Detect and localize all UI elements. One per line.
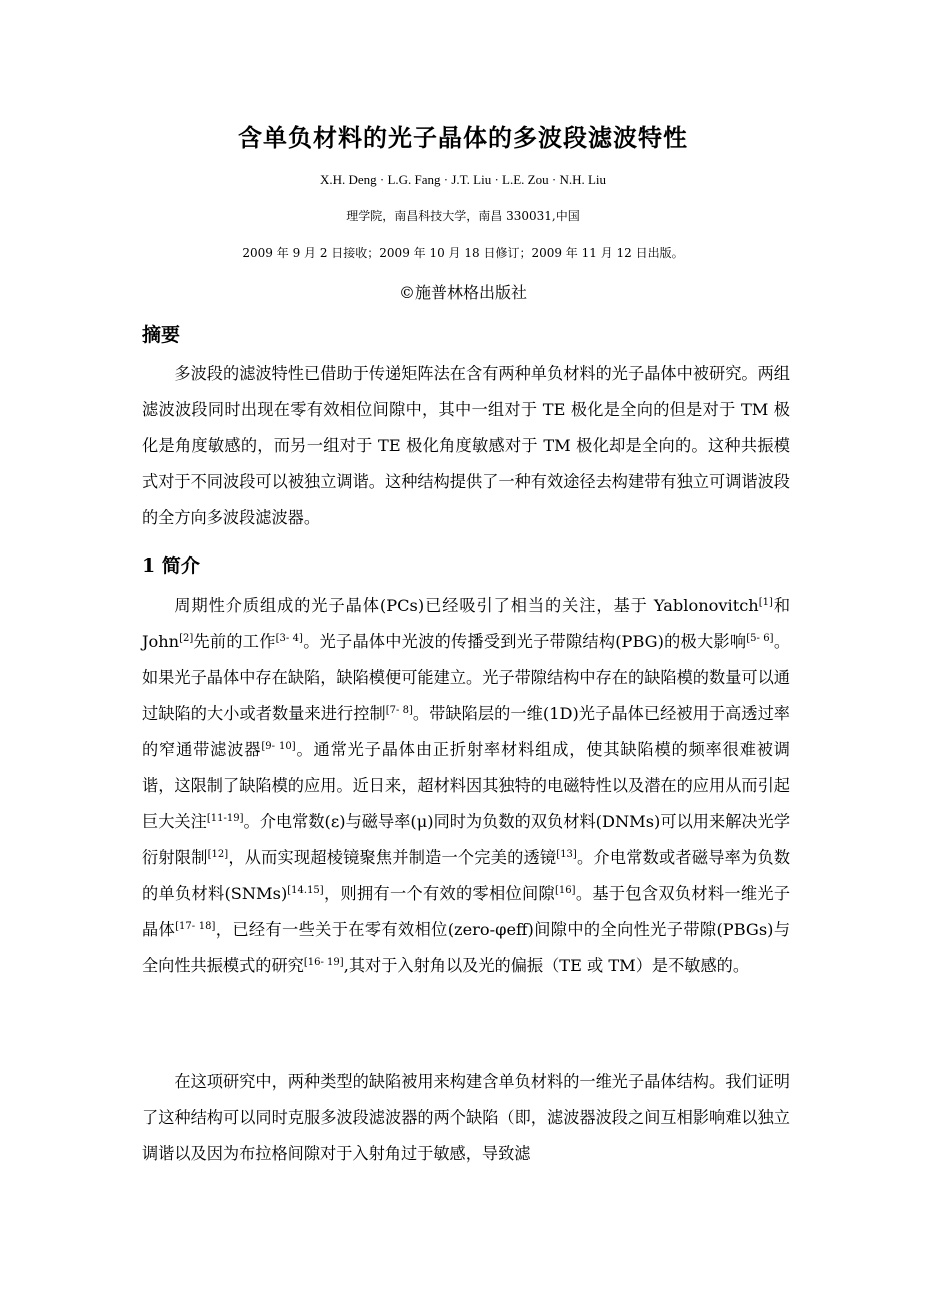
copyright-notice: ©施普林格出版社 <box>398 283 527 302</box>
text-run: 和 John <box>142 596 791 651</box>
citation-ref: [13] <box>556 849 577 860</box>
author-list: X.H. Deng · L.G. Fang · J.T. Liu · L.E. Zou · N.H. Liu <box>319 172 607 187</box>
text-run: 。如果光子晶体中存在缺陷，缺陷模便可能建立。光子带隙结构中存在的缺陷模的数量可以通过缺陷的大小或者数量来进行控制 <box>142 632 791 723</box>
text-run: 。基于包含双负材料一维光子晶体 <box>142 884 791 939</box>
citation-ref: [16] <box>555 885 576 896</box>
citation-ref: [12] <box>207 849 229 860</box>
text-run: 。介电常数(ε)与磁导率(μ)同时为负数的双负材料(DNMs)可以用来解决光学衍射限制 <box>142 812 791 867</box>
intro-paragraph-1 <box>142 588 790 984</box>
text-run: ，已经有一些关于在零有效相位(zero-φeff)间隙中的全向性光子带隙(PBGs)与全向性共振模式的研究 <box>142 920 791 975</box>
text-run: 。带缺陷层的一维(1D)光子晶体已经被用于高透过率的窄通带滤波器 <box>142 704 790 759</box>
affiliation: 理学院，南昌科技大学，南昌 330031,中国 <box>346 209 580 223</box>
citation-ref: [1] <box>758 597 773 608</box>
abstract-heading: 摘要 <box>142 324 181 346</box>
paper-title: 含单负材料的光子晶体的多波段滤波特性 <box>238 123 688 152</box>
citation-ref: [16- 19] <box>303 957 344 968</box>
citation-ref: [9- 10] <box>261 741 296 752</box>
text-run: 。光子晶体中光波的传播受到光子带隙结构(PBG)的极大影响 <box>302 632 747 651</box>
text-run: ,其对于入射角以及光的偏振（TE 或 TM）是不敏感的。 <box>343 956 750 975</box>
citation-ref: [2] <box>179 633 194 644</box>
intro-heading: 1 简介 <box>142 555 200 577</box>
citation-ref: [17- 18] <box>175 921 216 932</box>
abstract-text: 多波段的滤波特性已借助于传递矩阵法在含有两种单负材料的光子晶体中被研究。两组滤波波段同时出现在零有效相位间隙中，其中一组对于 TE 极化是全向的但是对于 TM 极化是角度敏感的，而另一组对于 TE 极化角度敏感对于 TM 极化却是全向的。这种共振模式对于不同波段可以被独立调谐。这种结构提供了一种有效途径去构建带有独立可调谐波段的全方向多波段滤波器。 <box>142 364 790 527</box>
text-run: ，则拥有一个有效的零相位间隙 <box>323 884 555 903</box>
text-run: 。通常光子晶体由正折射率材料组成，使其缺陷模的频率很难被调谐，这限制了缺陷模的应用。近日来，超材料因其独特的电磁特性以及潜在的应用从而引起巨大关注 <box>142 740 790 831</box>
text-run: 先前的工作 <box>193 632 276 651</box>
citation-ref: [3- 4] <box>275 633 303 644</box>
citation-ref: [14.15] <box>287 885 324 896</box>
text-run: 周期性介质组成的光子晶体(PCs)已经吸引了相当的关注，基于 Yablonovitch <box>174 596 759 615</box>
citation-ref: [11-19] <box>206 813 244 824</box>
publication-dates: 2009 年 9 月 2 日接收；2009 年 10 月 18 日修订；2009 年 11 月 12 日出版。 <box>242 246 684 260</box>
intro-paragraph-2: 在这项研究中，两种类型的缺陷被用来构建含单负材料的一维光子晶体结构。我们证明了这种结构可以同时克服多波段滤波器的两个缺陷（即，滤波器波段之间互相影响难以独立调谐以及因为布拉格间隙对于入射角过于敏感，导致滤 <box>142 1072 790 1163</box>
citation-ref: [7- 8] <box>385 705 413 716</box>
text-run: 。介电常数或者磁导率为负数的单负材料(SNMs) <box>142 848 791 903</box>
text-run: ，从而实现超棱镜聚焦并制造一个完美的透镜 <box>228 848 557 867</box>
citation-ref: [5- 6] <box>746 633 774 644</box>
